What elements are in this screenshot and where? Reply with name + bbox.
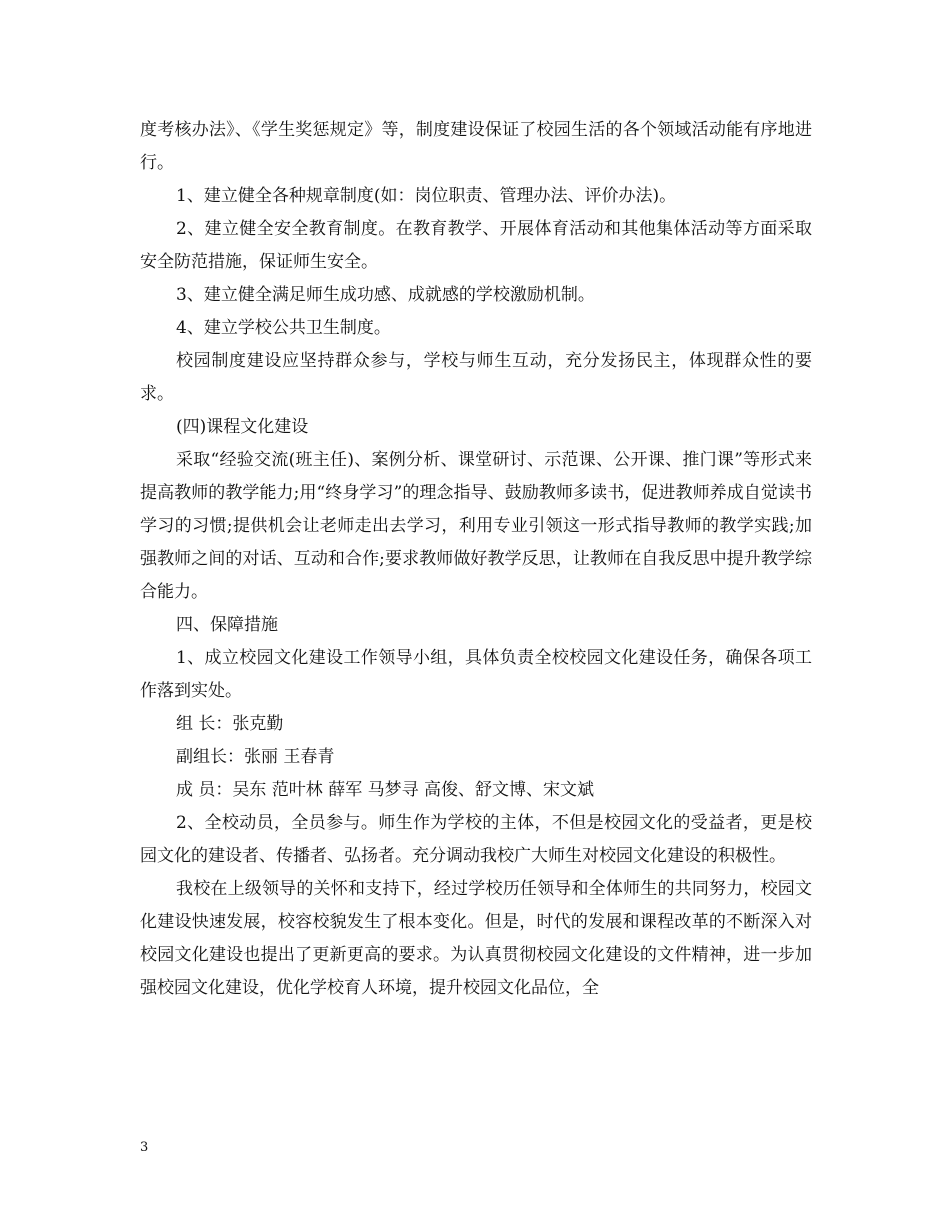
paragraph: 采取“经验交流(班主任)、案例分析、课堂研讨、示范课、公开课、推门课”等形式来提高教师的教学能力;用“终身学习”的理念指导、鼓励教师多读书，促进教师养成自觉读书学习的习惯;提供机会让老师走出去学习，利用专业引领这一形式指导教师的教学实践;加强教师之间的对话、互动和合作;要求教师做好教学反思，让教师在自我反思中提升教学综合能力。 bbox=[140, 450, 812, 602]
page-number: 3 bbox=[140, 1140, 149, 1155]
paragraph: 4、建立学校公共卫生制度。 bbox=[176, 318, 391, 338]
paragraph: 2、建立健全安全教育制度。在教育教学、开展体育活动和其他集体活动等方面采取安全防范措施，保证师生安全。 bbox=[140, 219, 812, 272]
deputy-leader-line: 副组长：张丽 王春青 bbox=[176, 747, 335, 767]
paragraph: 2、全校动员，全员参与。师生作为学校的主体，不但是校园文化的受益者，更是校园文化的建设者、传播者、弘扬者。充分调动我校广大师生对校园文化建设的积极性。 bbox=[140, 813, 812, 866]
paragraph: 度考核办法》、《学生奖惩规定》等，制度建设保证了校园生活的各个领域活动能有序地进行。 bbox=[140, 120, 812, 173]
document-body bbox=[140, 114, 812, 1005]
section-heading: (四)课程文化建设 bbox=[176, 417, 309, 437]
paragraph: 1、成立校园文化建设工作领导小组，具体负责全校校园文化建设任务，确保各项工作落到实处。 bbox=[140, 648, 812, 701]
paragraph: 校园制度建设应坚持群众参与，学校与师生互动，充分发扬民主，体现群众性的要求。 bbox=[140, 351, 812, 404]
members-line: 成 员：吴东 范叶林 薛军 马梦寻 高俊、舒文博、宋文斌 bbox=[176, 780, 595, 800]
section-heading: 四、保障措施 bbox=[176, 615, 278, 635]
paragraph: 1、建立健全各种规章制度(如：岗位职责、管理办法、评价办法)。 bbox=[176, 186, 677, 206]
team-leader-line: 组 长：张克勤 bbox=[176, 714, 284, 734]
paragraph: 我校在上级领导的关怀和支持下，经过学校历任领导和全体师生的共同努力，校园文化建设快速发展，校容校貌发生了根本变化。但是，时代的发展和课程改革的不断深入对校园文化建设也提出了更新更高的要求。为认真贯彻校园文化建设的文件精神，进一步加强校园文化建设，优化学校育人环境，提升校园文化品位，全 bbox=[140, 879, 812, 998]
paragraph: 3、建立健全满足师生成功感、成就感的学校激励机制。 bbox=[176, 285, 595, 305]
